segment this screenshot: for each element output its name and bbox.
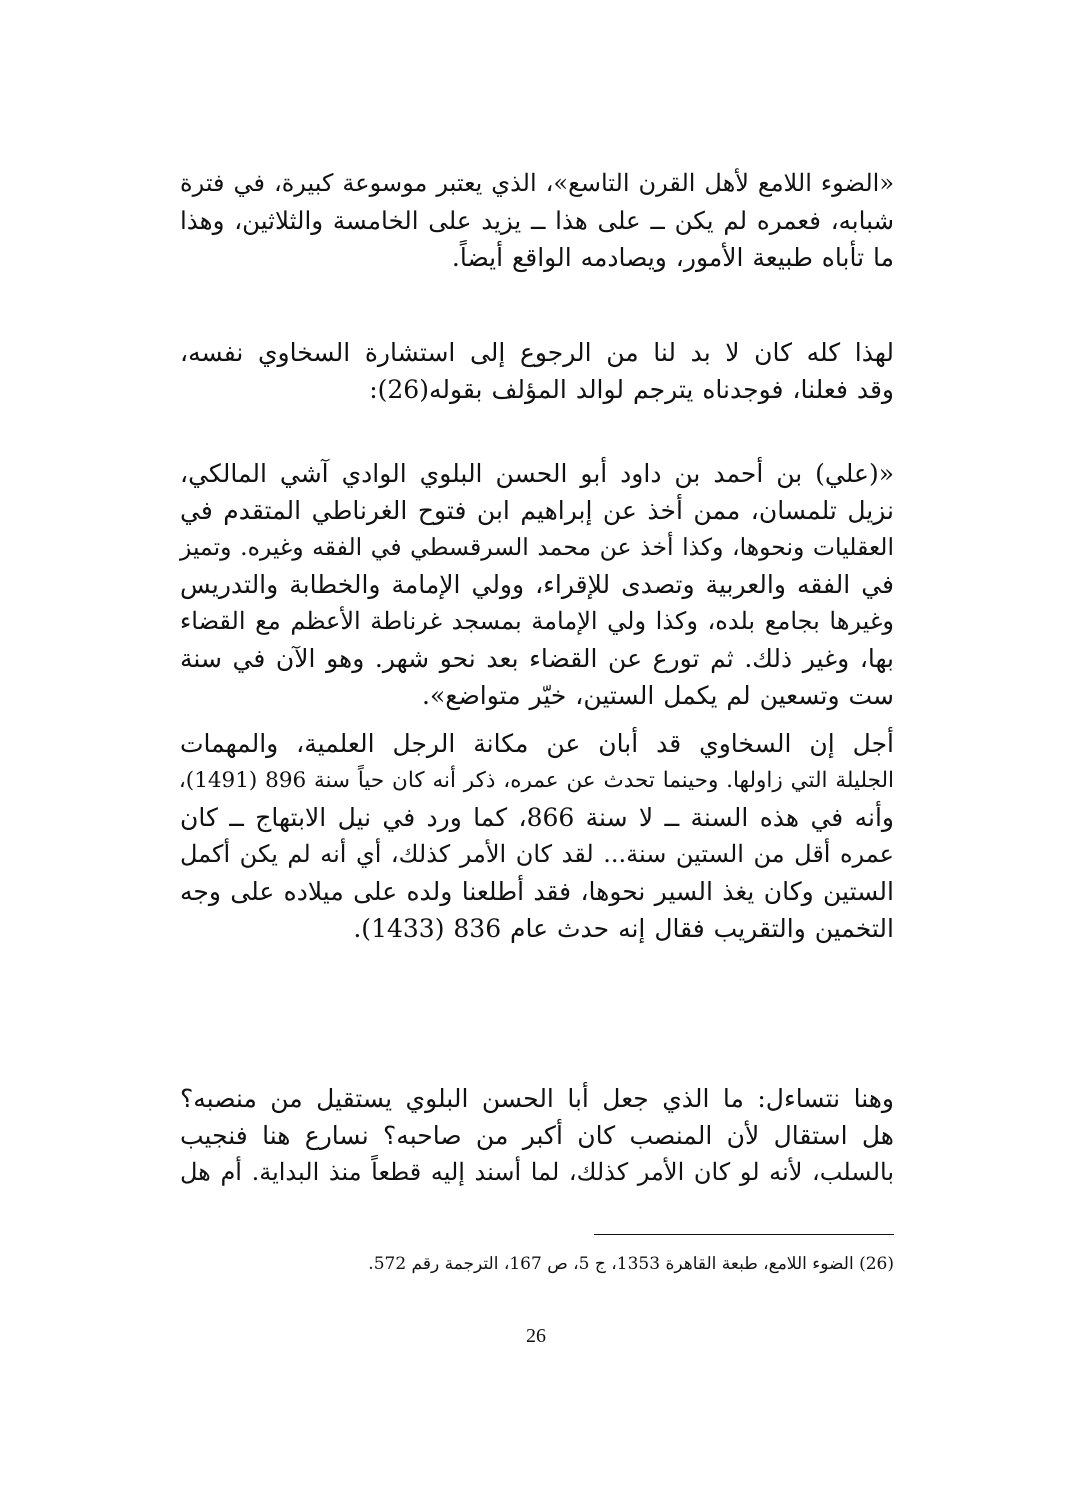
text-line: بها، وغير ذلك. ثم تورع عن القضاء بعد نحو شهر. وهو الآن في سنة: [180, 644, 894, 673]
footnote-divider: [594, 1234, 894, 1235]
page-number: 26: [526, 1325, 546, 1347]
footnote: (26) الضوء اللامع، طبعة القاهرة 1353، ج 5، ص 167، الترجمة رقم 572.: [368, 1254, 894, 1274]
text-line: وغيرها بجامع بلده، وكذا ولي الإمامة بمسجد غرناطة الأعظم مع القضاء: [180, 607, 894, 635]
text-line: العقليات ونحوها، وكذا أخذ عن محمد السرقسطي في الفقه وغيره. وتميز: [180, 533, 894, 561]
text-line: الستين وكان يغذ السير نحوها، فقد أطلعنا ولده على ميلاده على وجه: [180, 877, 894, 906]
text-line: لهذا كله كان لا بد لنا من الرجوع إلى استشارة السخاوي نفسه،: [180, 338, 894, 367]
text-line: وقد فعلنا، فوجدناه يترجم لوالد المؤلف بقوله(26):: [369, 375, 894, 404]
text-line: «الضوء اللامع لأهل القرن التاسع»، الذي يعتبر موسوعة كبيرة، في فترة: [180, 169, 894, 197]
text-line: ست وتسعين لم يكمل الستين، خيّر متواضع».: [422, 681, 894, 710]
text-line: بالسلب، لأنه لو كان الأمر كذلك، لما أسند إليه قطعاً منذ البداية. أم هل: [180, 1158, 894, 1186]
text-line: شبابه، فعمره لم يكن ــ على هذا ــ يزيد على الخامسة والثلاثين، وهذا: [180, 206, 894, 235]
text-line: «(علي) بن أحمد بن داود أبو الحسن البلوي الوادي آشي المالكي،: [180, 459, 894, 488]
text-line: في الفقه والعربية وتصدى للإقراء، وولي الإمامة والخطابة والتدريس: [180, 570, 894, 599]
text-line: هل استقال لأن المنصب كان أكبر من صاحبه؟ نسارع هنا فنجيب: [180, 1121, 894, 1150]
text-line: التخمين والتقريب فقال إنه حدث عام 836 (1433).: [353, 914, 894, 943]
paragraph-3-quote: [180, 455, 894, 714]
text-line: نزيل تلمسان، ممن أخذ عن إبراهيم ابن فتوح الغرناطي المتقدم في: [180, 496, 894, 525]
text-line: ما تأباه طبيعة الأمور، ويصادمه الواقع أيضاً.: [451, 243, 894, 272]
text-line: عمره أقل من الستين سنة... لقد كان الأمر كذلك، أي أنه لم يكن أكمل: [180, 840, 894, 868]
text-line: وأنه في هذه السنة ــ لا سنة 866، كما ورد في نيل الابتهاج ــ كان: [180, 803, 894, 832]
text-line: أجل إن السخاوي قد أبان عن مكانة الرجل العلمية، والمهمات: [180, 729, 895, 758]
paragraph-1: [180, 165, 894, 276]
paragraph-2: [180, 334, 894, 408]
text-line: الجليلة التي زاولها. وحينما تحدث عن عمره، ذكر أنه كان حياً سنة 896 (1491)،: [178, 768, 894, 793]
paragraph-4: [180, 725, 894, 947]
text-line: وهنا نتساءل: ما الذي جعل أبا الحسن البلوي يستقيل من منصبه؟: [180, 1084, 894, 1113]
paragraph-5: [180, 1080, 894, 1191]
